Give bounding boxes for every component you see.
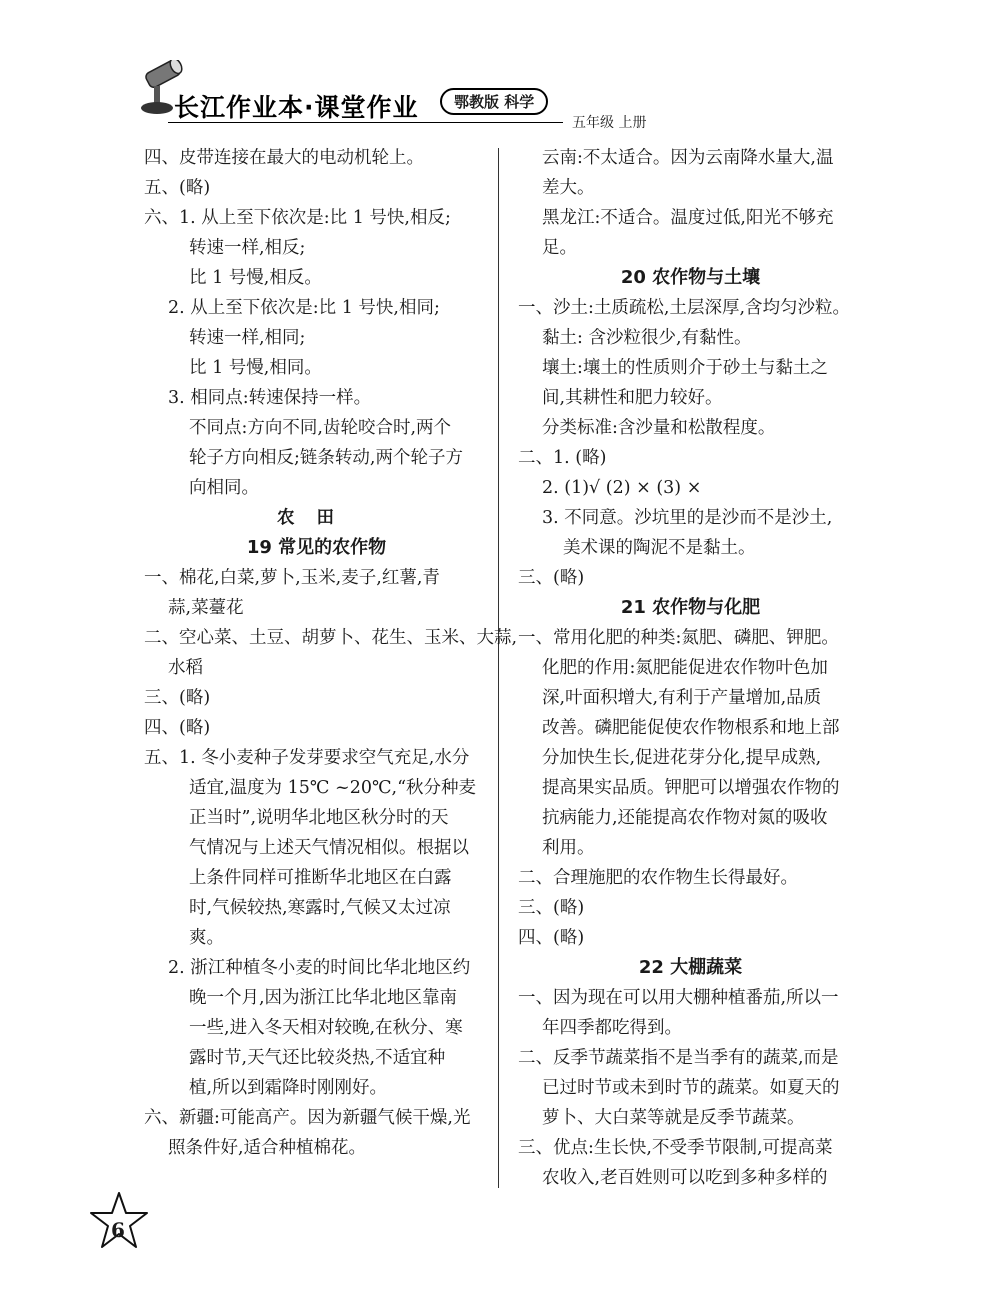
answer-line: 3. 相同点:转速保持一样。 bbox=[168, 388, 372, 408]
answer-line: 黏土: 含沙粒很少,有黏性。 bbox=[542, 328, 752, 348]
answer-line: 气情况与上述天气情况相似。根据以 bbox=[189, 838, 469, 858]
answer-line: 上条件同样可推断华北地区在白露 bbox=[189, 868, 452, 888]
answer-line: 2. 浙江种植冬小麦的时间比华北地区约 bbox=[168, 958, 471, 978]
answer-line: 深,叶面积增大,有利于产量增加,品质 bbox=[542, 688, 822, 708]
answer-line: 二、反季节蔬菜指不是当季有的蔬菜,而是 bbox=[518, 1048, 839, 1068]
answer-line: 分类标准:含沙量和松散程度。 bbox=[542, 418, 776, 438]
right-column bbox=[518, 143, 863, 1193]
answer-line: 爽。 bbox=[189, 928, 224, 948]
answer-line: 一、棉花,白菜,萝卜,玉米,麦子,红薯,青 bbox=[144, 568, 440, 588]
answer-line: 轮子方向相反;链条转动,两个轮子方 bbox=[189, 448, 463, 468]
answer-line: 三、(略) bbox=[144, 688, 211, 708]
page-number: 6 bbox=[111, 1218, 125, 1242]
answer-line: 二、1. (略) bbox=[518, 448, 607, 468]
answer-line: 一些,进入冬天相对较晚,在秋分、寒 bbox=[189, 1018, 463, 1038]
answer-line: 抗病能力,还能提高农作物对氮的吸收 bbox=[542, 808, 828, 828]
answer-line: 照条件好,适合种植棉花。 bbox=[168, 1138, 367, 1158]
answer-line: 不同点:方向不同,齿轮咬合时,两个 bbox=[189, 418, 452, 438]
answer-line: 比 1 号慢,相反。 bbox=[189, 268, 322, 288]
column-divider bbox=[498, 148, 499, 1188]
answer-line: 正当时”,说明华北地区秋分时的天 bbox=[189, 808, 449, 828]
answer-line: 露时节,天气还比较炎热,不适宜种 bbox=[189, 1048, 446, 1068]
answer-line: 晚一个月,因为浙江比华北地区靠南 bbox=[189, 988, 458, 1008]
answer-line: 农收入,老百姓则可以吃到多种多样的 bbox=[542, 1168, 828, 1188]
edition-badge: 鄂教版 科学 bbox=[440, 88, 548, 115]
answer-line: 向相同。 bbox=[189, 478, 259, 498]
answer-line: 已过时节或未到时节的蔬菜。如夏天的 bbox=[542, 1078, 840, 1098]
answer-line: 转速一样,相同; bbox=[189, 328, 306, 348]
answer-line: 壤土:壤土的性质则介于砂土与黏土之 bbox=[542, 358, 828, 378]
answer-line: 三、(略) bbox=[518, 568, 585, 588]
answer-line: 年四季都吃得到。 bbox=[542, 1018, 682, 1038]
answer-line: 四、(略) bbox=[518, 928, 585, 948]
answer-line: 三、(略) bbox=[518, 898, 585, 918]
answer-line: 萝卜、大白菜等就是反季节蔬菜。 bbox=[542, 1108, 805, 1128]
answer-line: 四、皮带连接在最大的电动机轮上。 bbox=[144, 148, 424, 168]
answer-line: 蒜,菜薹花 bbox=[168, 598, 244, 618]
answer-line: 改善。磷肥能促使农作物根系和地上部 bbox=[542, 718, 840, 738]
lesson-title: 19 常见的农作物 bbox=[246, 537, 387, 558]
header-rule bbox=[168, 122, 563, 123]
answer-line: 一、因为现在可以用大棚种植番茄,所以一 bbox=[518, 988, 839, 1008]
answer-line: 提高果实品质。钾肥可以增强农作物的 bbox=[542, 778, 840, 798]
answer-line: 植,所以到霜降时刚刚好。 bbox=[189, 1078, 388, 1098]
answer-line: 四、(略) bbox=[144, 718, 211, 738]
answer-line: 二、空心菜、土豆、胡萝卜、花生、玉米、大蒜, bbox=[144, 628, 518, 648]
answer-line: 美术课的陶泥不是黏土。 bbox=[563, 538, 756, 558]
page-header bbox=[128, 58, 668, 138]
answer-line: 六、新疆:可能高产。因为新疆气候干燥,光 bbox=[144, 1108, 471, 1128]
lesson-title: 21 农作物与化肥 bbox=[620, 597, 761, 618]
grade-label: 五年级 上册 bbox=[572, 115, 647, 131]
answer-line: 一、常用化肥的种类:氮肥、磷肥、钾肥。 bbox=[518, 628, 839, 648]
answer-line: 五、(略) bbox=[144, 178, 211, 198]
section-title: 农田 bbox=[277, 508, 356, 528]
answer-line: 适宜,温度为 15℃ ~20℃,“秋分种麦 bbox=[189, 778, 477, 798]
lesson-title: 20 农作物与土壤 bbox=[620, 267, 761, 288]
answer-line: 足。 bbox=[542, 238, 577, 258]
answer-line: 3. 不同意。沙坑里的是沙而不是沙土, bbox=[542, 508, 833, 528]
answer-line: 间,其耕性和肥力较好。 bbox=[542, 388, 723, 408]
left-column bbox=[144, 143, 518, 1163]
answer-line: 利用。 bbox=[542, 838, 595, 858]
answer-line: 分加快生长,促进花芽分化,提早成熟, bbox=[542, 748, 822, 768]
answer-line: 比 1 号慢,相同。 bbox=[189, 358, 322, 378]
answer-line: 化肥的作用:氮肥能促进农作物叶色加 bbox=[542, 658, 828, 678]
answer-line: 六、1. 从上至下依次是:比 1 号快,相反; bbox=[144, 208, 451, 228]
brand-title: 长江作业本·课堂作业 bbox=[174, 93, 419, 122]
answer-line: 三、优点:生长快,不受季节限制,可提高菜 bbox=[518, 1138, 833, 1158]
answer-line: 水稻 bbox=[168, 658, 203, 678]
answer-line: 五、1. 冬小麦种子发芽要求空气充足,水分 bbox=[144, 748, 470, 768]
answer-line: 转速一样,相反; bbox=[189, 238, 306, 258]
answer-line: 2. 从上至下依次是:比 1 号快,相同; bbox=[168, 298, 440, 318]
answer-line: 一、沙土:土质疏松,土层深厚,含均匀沙粒。 bbox=[518, 298, 851, 318]
answer-line: 二、合理施肥的农作物生长得最好。 bbox=[518, 868, 798, 888]
answer-line: 2. (1)√ (2) × (3) × bbox=[542, 478, 702, 498]
answer-line: 黑龙江:不适合。温度过低,阳光不够充 bbox=[542, 208, 834, 228]
lesson-title: 22 大棚蔬菜 bbox=[638, 957, 743, 978]
answer-line: 差大。 bbox=[542, 178, 595, 198]
answer-line: 云南:不太适合。因为云南降水量大,温 bbox=[542, 148, 834, 168]
answer-line: 时,气候较热,寒露时,气候又太过凉 bbox=[189, 898, 451, 918]
